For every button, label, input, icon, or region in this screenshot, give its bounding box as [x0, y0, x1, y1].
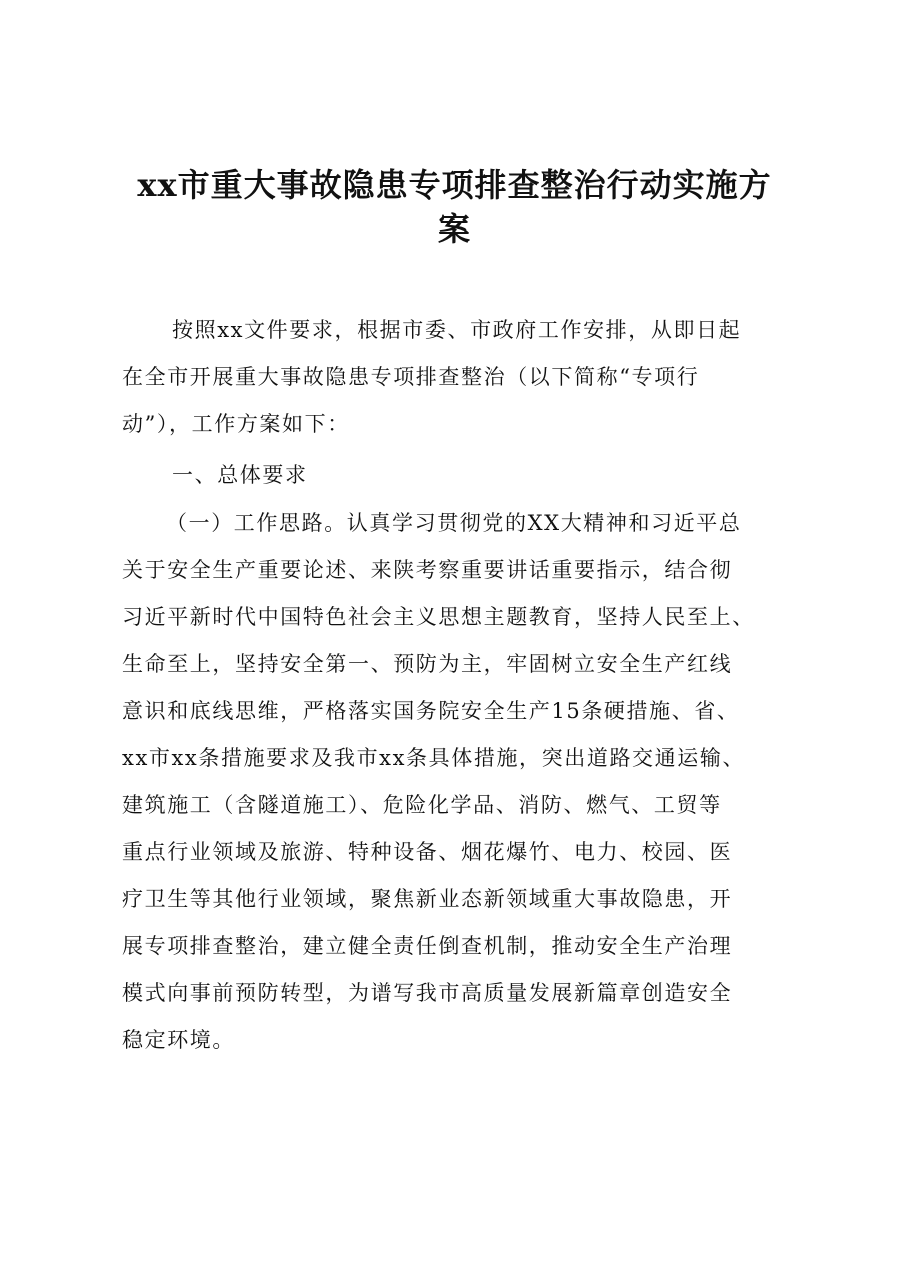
- section-heading: [122, 452, 802, 499]
- paragraph-line: 关于安全生产重要论述、来陕考察重要讲话重要指示，结合彻: [122, 558, 733, 582]
- title-line-2: 案: [437, 210, 471, 248]
- paragraph-line: （一）工作思路。认真学习贯彻党的XX大精神和习近平总: [166, 511, 742, 535]
- document-title: [120, 163, 789, 251]
- paragraph-line: 习近平新时代中国特色社会主义思想主题教育，坚持人民至上、: [122, 605, 755, 629]
- intro-line: 动”），工作方案如下：: [122, 412, 350, 436]
- work-approach-paragraph: [122, 500, 802, 1064]
- paragraph-line: xx市xx条措施要求及我市xx条具体措施，突出道路交通运输、: [122, 746, 746, 770]
- paragraph-line: 疗卫生等其他行业领域，聚焦新业态新领域重大事故隐患，开: [122, 887, 733, 911]
- section-heading-text: 一、总体要求: [172, 463, 308, 487]
- paragraph-line: 重点行业领域及旅游、特种设备、烟花爆竹、电力、校园、医: [122, 840, 733, 864]
- intro-line: 按照xx文件要求，根据市委、市政府工作安排，从即日起: [172, 318, 742, 342]
- intro-paragraph: [122, 307, 802, 448]
- paragraph-line: 稳定环境。: [122, 1028, 235, 1052]
- intro-line: 在全市开展重大事故隐患专项排查整治（以下简称“专项行: [122, 365, 700, 389]
- paragraph-line: 展专项排查整治，建立健全责任倒查机制，推动安全生产治理: [122, 934, 733, 958]
- paragraph-line: 模式向事前预防转型，为谱写我市高质量发展新篇章创造安全: [122, 981, 733, 1005]
- title-line-1: xx市重大事故隐患专项排查整治行动实施方: [137, 166, 772, 204]
- paragraph-line: 生命至上，坚持安全第一、预防为主，牢固树立安全生产红线: [122, 652, 733, 676]
- paragraph-line: 意识和底线思维，严格落实国务院安全生产15条硬措施、省、: [122, 699, 740, 723]
- paragraph-line: 建筑施工（含隧道施工）、危险化学品、消防、燃气、工贸等: [122, 793, 722, 817]
